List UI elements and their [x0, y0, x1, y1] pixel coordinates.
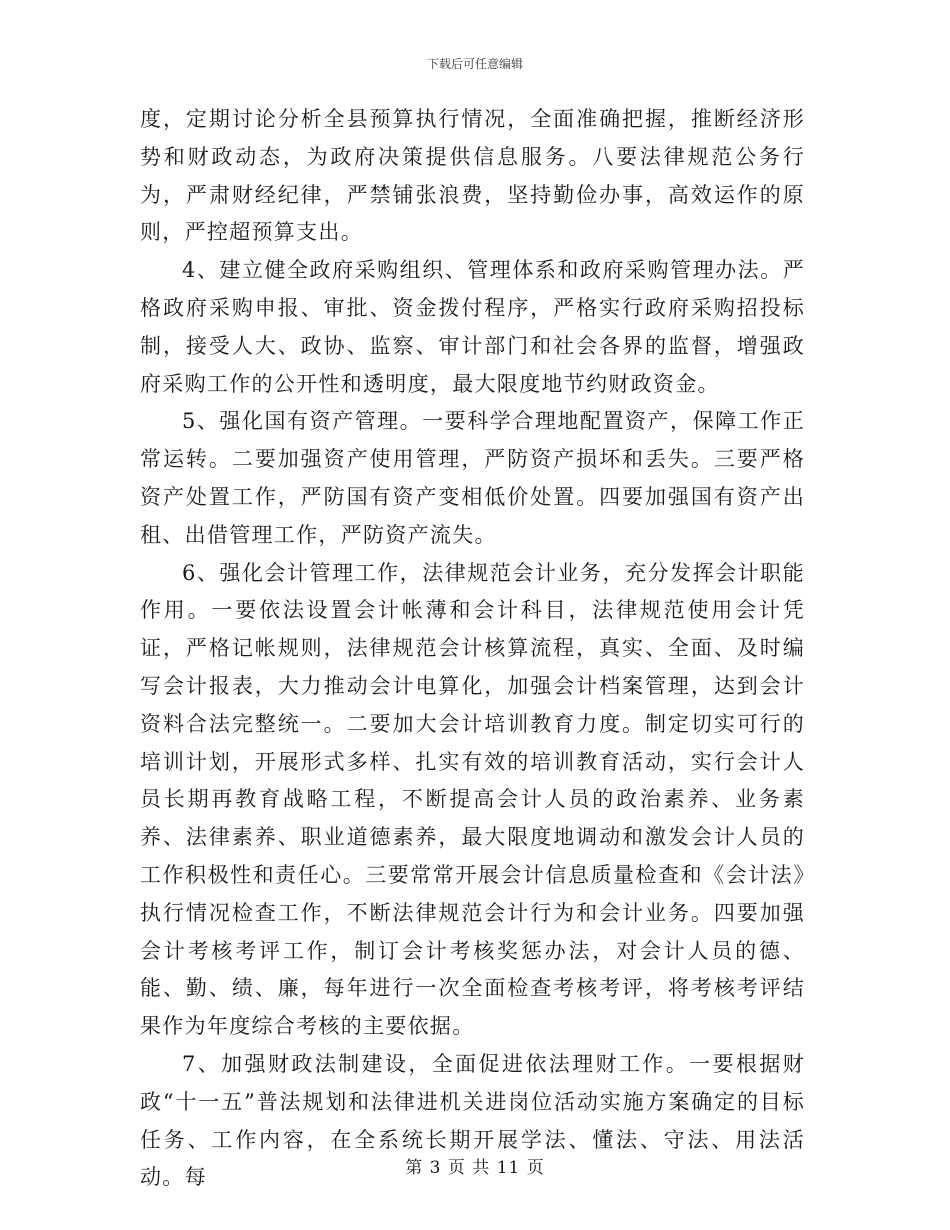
paragraph-item-5: 5、强化国有资产管理。一要科学合理地配置资产，保障工作正常运转。二要加强资产使用管理，严防资产损坏和丢失。三要严格资产处置工作，严防国有资产变相低价处置。四要加强国有资产出租、出借管理工作，严防资产流失。 — [140, 409, 805, 547]
paragraph-continuation: 度，定期讨论分析全县预算执行情况，全面准确把握，推断经济形势和财政动态，为政府决策提供信息服务。八要法律规范公务行为，严肃财经纪律，严禁铺张浪费，坚持勤俭办事，高效运作的原则，严控超预算支出。 — [140, 107, 805, 245]
paragraph-item-6: 6、强化会计管理工作，法律规范会计业务，充分发挥会计职能作用。一要依法设置会计帐薄和会计科目，法律规范使用会计凭证，严格记帐规则，法律规范会计核算流程，真实、全面、及时编写会计报表，大力推动会计电算化，加强会计档案管理，达到会计资料合法完整统一。二要加大会计培训教育力度。制定切实可行的培训计划，开展形式多样、扎实有效的培训教育活动，实行会计人员长期再教育战略工程，不断提高会计人员的政治素养、业务素养、法律素养、职业道德素养，最大限度地调动和激发会计人员的工作积极性和责任心。三要常常开展会计信息质量检查和《会计法》执行情况检查工作，不断法律规范会计行为和会计业务。四要加强会计考核考评工作，制订会计考核奖惩办法，对会计人员的德、能、勤、绩、廉，每年进行一次全面检查考核考评，将考核考评结果作为年度综合考核的主要依据。 — [140, 560, 805, 1039]
paragraph-item-4: 4、建立健全政府采购组织、管理体系和政府采购管理办法。严格政府采购申报、审批、资金拨付程序，严格实行政府采购招投标制，接受人大、政协、监察、审计部门和社会各界的监督，增强政府采购工作的公开性和透明度，最大限度地节约财政资金。 — [140, 258, 805, 396]
paragraph-item-7: 7、加强财政法制建设，全面促进依法理财工作。一要根据财政“十一五”普法规划和法律进机关进岗位活动实施方案确定的目标任务、工作内容，在全系统长期开展学法、懂法、守法、用法活动。每 — [140, 1051, 805, 1190]
page-number: 第 3 页 共 11 页 — [405, 1158, 545, 1178]
page-header-note: 下载后可任意编辑 — [426, 57, 523, 71]
document-body — [140, 101, 805, 1197]
